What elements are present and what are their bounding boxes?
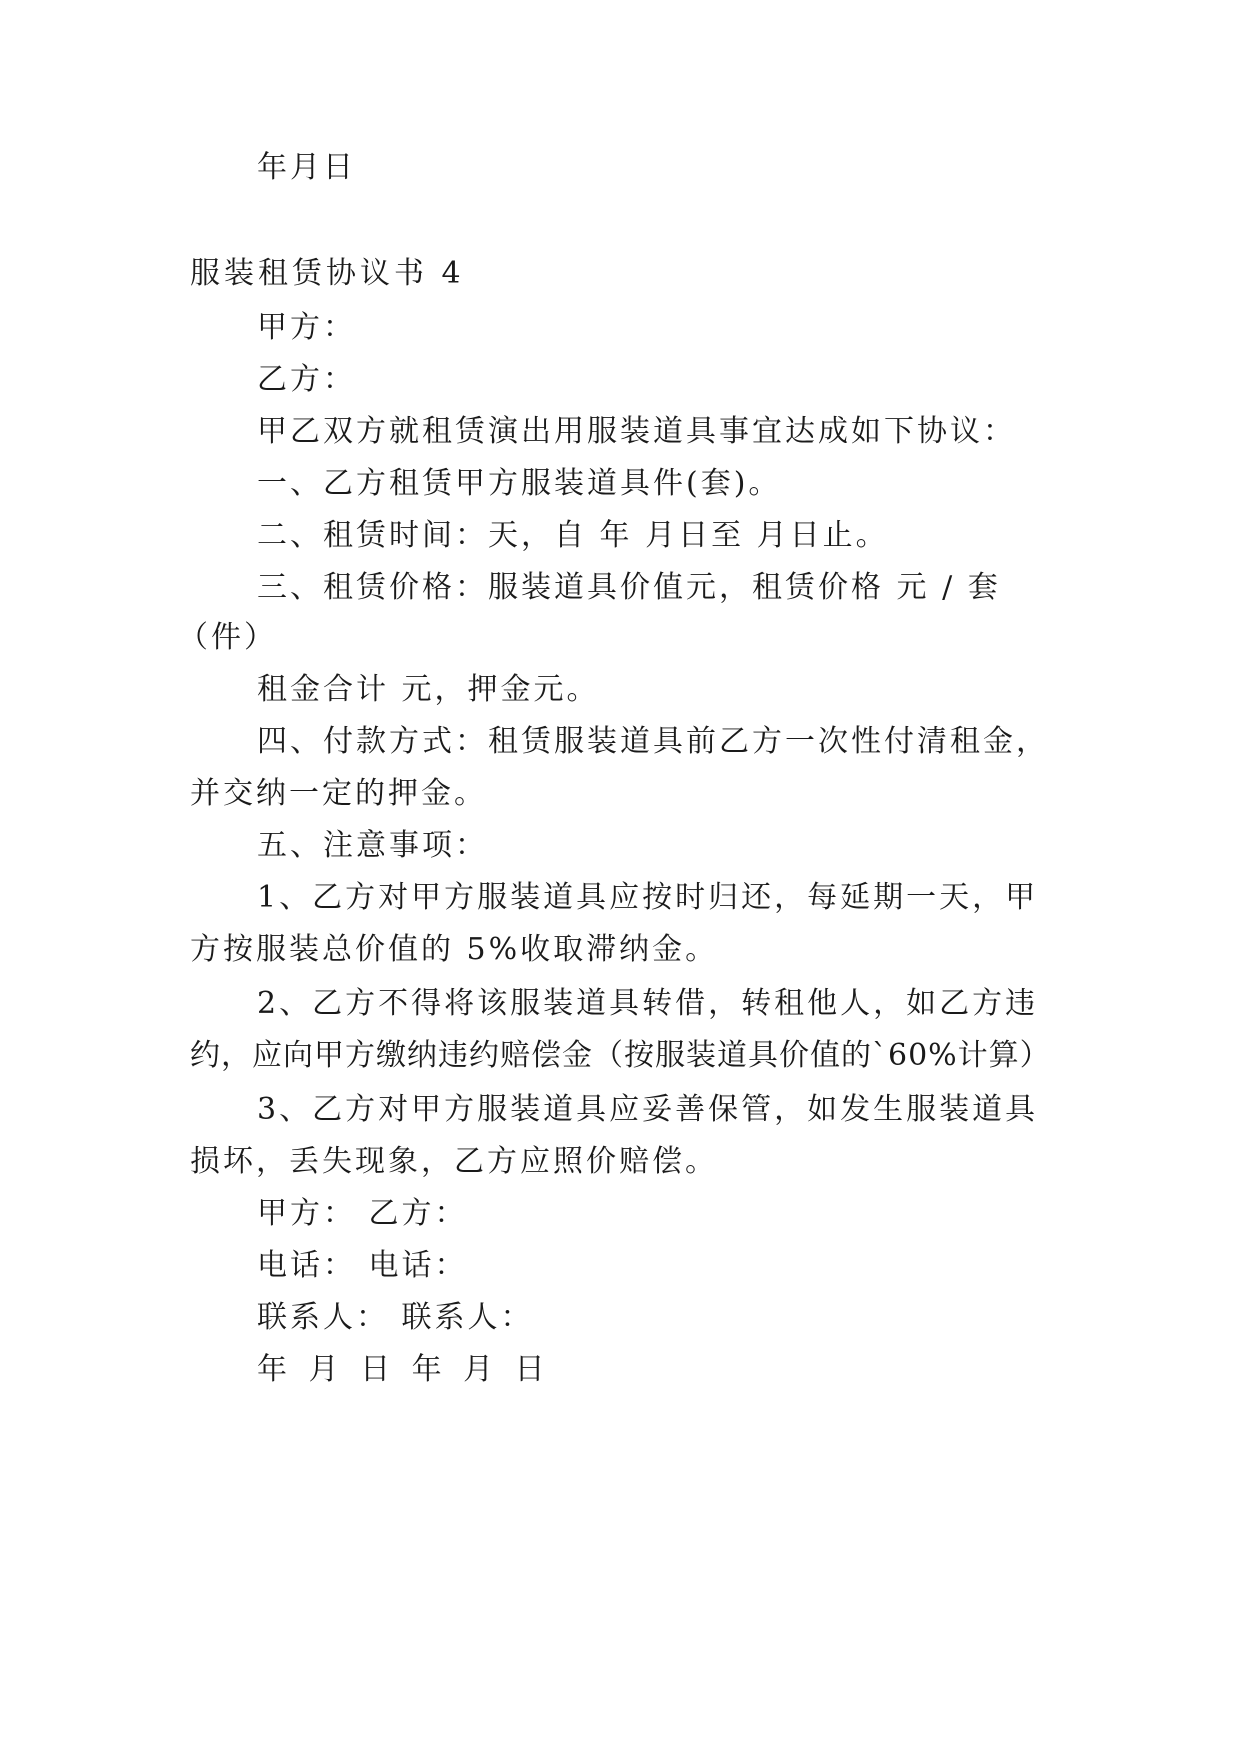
document-title: 服装租赁协议书 4 xyxy=(190,256,465,291)
rent-total: 租金合计 元，押金元。 xyxy=(257,672,600,707)
signature-contact: 联系人： 联系人： xyxy=(257,1300,534,1335)
clause-2: 二、租赁时间：天，自 年 月日至 月日止。 xyxy=(257,518,889,553)
note-1-line-1: 1、乙方对甲方服装道具应按时归还，每延期一天，甲 xyxy=(257,880,1039,915)
clause-1: 一、乙方租赁甲方服装道具件(套)。 xyxy=(257,466,782,501)
intro-paragraph: 甲乙双方就租赁演出用服装道具事宜达成如下协议： xyxy=(257,414,1016,449)
note-2-line-2: 约，应向甲方缴纳违约赔偿金（按服装道具价值的`60%计算） xyxy=(190,1038,1051,1073)
note-3-line-1: 3、乙方对甲方服装道具应妥善保管，如发生服装道具 xyxy=(257,1092,1039,1127)
clause-3-line-1: 三、租赁价格：服装道具价值元，租赁价格 元 / 套 xyxy=(257,570,1001,605)
signature-date: 年 月 日 年 月 日 xyxy=(257,1352,551,1387)
signature-phone: 电话： 电话： xyxy=(257,1248,468,1283)
note-3-line-2: 损坏，丢失现象，乙方应照价赔偿。 xyxy=(190,1144,718,1179)
note-1-line-2: 方按服装总价值的 5%收取滞纳金。 xyxy=(190,932,719,967)
party-b-label: 乙方： xyxy=(257,362,356,397)
clause-3-line-2: （件） xyxy=(178,620,277,655)
clause-4-line-1: 四、付款方式：租赁服装道具前乙方一次性付清租金， xyxy=(257,724,1049,759)
clause-4-line-2: 并交纳一定的押金。 xyxy=(190,776,487,811)
signature-parties: 甲方： 乙方： xyxy=(257,1196,468,1231)
clause-5-heading: 五、注意事项： xyxy=(257,828,488,863)
top-date: 年月日 xyxy=(257,150,356,185)
note-2-line-1: 2、乙方不得将该服装道具转借，转租他人，如乙方违 xyxy=(257,986,1039,1021)
party-a-label: 甲方： xyxy=(257,310,356,345)
